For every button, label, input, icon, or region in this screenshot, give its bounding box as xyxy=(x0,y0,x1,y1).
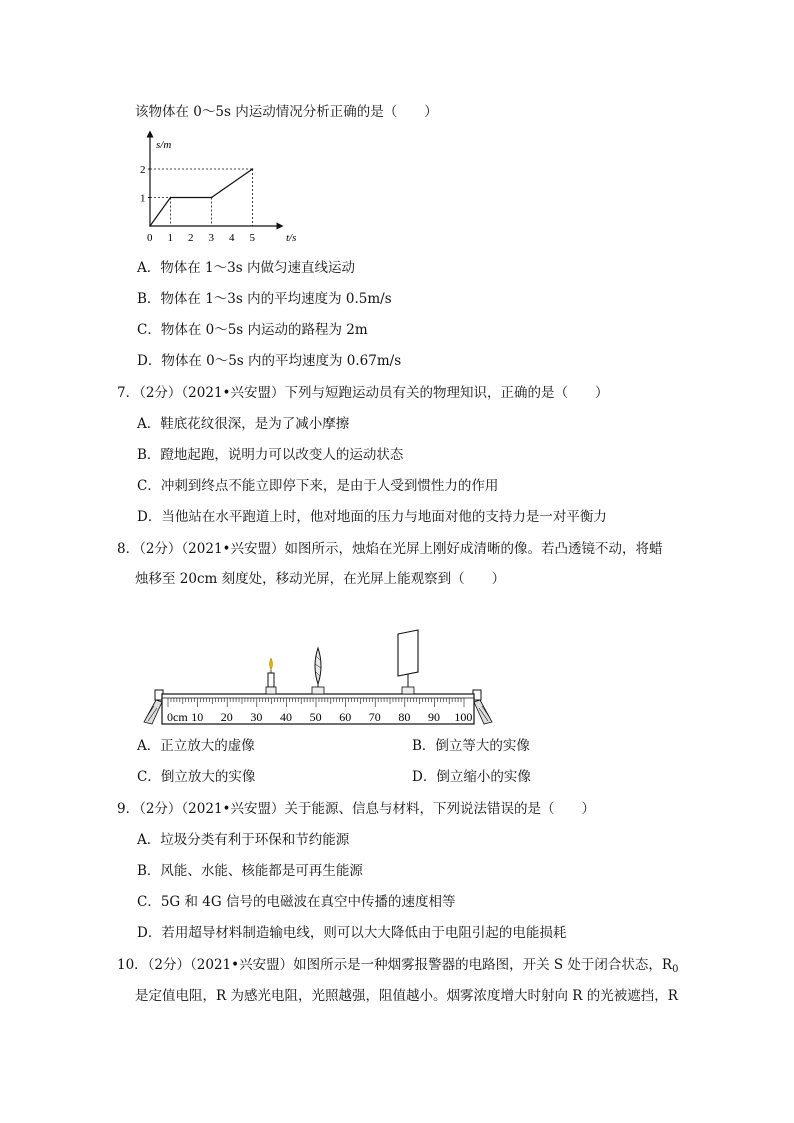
bench-scale-label: 30 xyxy=(250,710,263,724)
graph-x-tick-label: 5 xyxy=(249,232,255,244)
graph-data-point xyxy=(149,225,151,227)
graph-y-label: s/m xyxy=(156,139,172,151)
bench-scale-label: 70 xyxy=(368,710,381,724)
q8-option-b[interactable]: B．倒立等大的实像 xyxy=(412,738,530,754)
bench-scale-label: 90 xyxy=(428,710,440,724)
q6-option-d[interactable]: D．物体在 0～5s 内的平均速度为 0.67m/s xyxy=(137,353,402,369)
q9-option-a[interactable]: A．垃圾分类有利于环保和节约能源 xyxy=(137,832,350,848)
graph-data-point xyxy=(211,197,213,199)
optical-bench-figure xyxy=(140,628,500,728)
bench-left-stand xyxy=(144,690,163,724)
bench-scale-label: 50 xyxy=(309,710,322,724)
q6-stem: 该物体在 0～5s 内运动情况分析正确的是（ ） xyxy=(135,104,438,120)
q10-stem-line1 xyxy=(117,956,678,979)
bench-scale-label: 10 xyxy=(191,710,204,724)
candle xyxy=(266,658,276,694)
q6-option-c[interactable]: C．物体在 0～5s 内运动的路程为 2m xyxy=(137,322,368,338)
q6-option-a[interactable]: A．物体在 1～3s 内做匀速直线运动 xyxy=(137,260,355,276)
bench-scale-label: 100 xyxy=(454,710,473,724)
bench-scale-label: 60 xyxy=(339,710,352,724)
q8-option-d[interactable]: D．倒立缩小的实像 xyxy=(412,769,531,785)
q8-option-c[interactable]: C．倒立放大的实像 xyxy=(137,769,256,785)
graph-x-tick-label: 0 xyxy=(147,232,153,244)
graph-x-tick-label: 1 xyxy=(167,232,173,244)
q9-option-c[interactable]: C．5G 和 4G 信号的电磁波在真空中传播的速度相等 xyxy=(137,894,456,910)
q7-option-d[interactable]: D．当他站在水平跑道上时，他对地面的压力与地面对他的支持力是一对平衡力 xyxy=(137,509,607,525)
q10-r0-subscript: 0 xyxy=(672,964,679,975)
convex-lens xyxy=(312,648,324,694)
q7-option-a[interactable]: A．鞋底花纹很深，是为了减小摩擦 xyxy=(137,416,350,432)
q8-option-a[interactable]: A．正立放大的虚像 xyxy=(137,738,255,754)
q8-stem-line1: 8．（2分）（2021•兴安盟）如图所示，烛焰在光屏上刚好成清晰的像。若凸透镜不动，将蜡 xyxy=(117,541,663,557)
q10-stem-text: 10．（2分）（2021•兴安盟）如图所示是一种烟雾报警器的电路图，开关 S 处于闭合状态，R xyxy=(117,957,673,973)
bench-scale-label: 0cm xyxy=(167,710,188,724)
graph-data-point xyxy=(252,168,254,170)
graph-x-tick-label: 2 xyxy=(188,232,194,244)
graph-x-tick-label: 3 xyxy=(208,232,214,244)
graph-x-tick-label: 4 xyxy=(229,232,235,244)
q10-stem-line2: 是定值电阻，R 为感光电阻，光照越强，阻值越小。烟雾浓度增大时射向 R 的光被遮挡，R xyxy=(135,988,678,1004)
graph-y-tick-label: 1 xyxy=(140,192,146,205)
bench-scale-label: 40 xyxy=(280,710,292,724)
graph-y-tick-label: 2 xyxy=(140,164,146,176)
graph-data-point xyxy=(170,197,172,199)
q6-option-b[interactable]: B．物体在 1～3s 内的平均速度为 0.5m/s xyxy=(137,291,392,307)
q9-stem: 9．（2分）（2021•兴安盟）关于能源、信息与材料，下列说法错误的是（ ） xyxy=(117,801,595,817)
light-screen xyxy=(398,630,418,694)
bench-right-stand xyxy=(473,690,492,724)
graph-series-line xyxy=(150,169,253,226)
bench-scale-label: 20 xyxy=(220,710,233,724)
q7-option-b[interactable]: B．蹬地起跑，说明力可以改变人的运动状态 xyxy=(137,447,404,463)
q7-stem: 7．（2分）（2021•兴安盟）下列与短跑运动员有关的物理知识，正确的是（ ） xyxy=(117,385,609,401)
q8-stem-line2: 烛移至 20cm 刻度处，移动光屏，在光屏上能观察到（ ） xyxy=(135,571,506,587)
q9-option-b[interactable]: B．风能、水能、核能都是可再生能源 xyxy=(137,863,363,879)
graph-ticks xyxy=(140,164,256,244)
q7-option-c[interactable]: C．冲刺到终点不能立即停下来，是由于人受到惯性力的作用 xyxy=(137,478,499,494)
q9-option-d[interactable]: D．若用超导材料制造输电线，则可以大大降低由于电阻引起的电能损耗 xyxy=(137,925,567,941)
graph-x-label: t/s xyxy=(286,232,297,244)
q6-distance-time-graph xyxy=(140,128,320,253)
bench-scale-label: 80 xyxy=(398,710,411,724)
